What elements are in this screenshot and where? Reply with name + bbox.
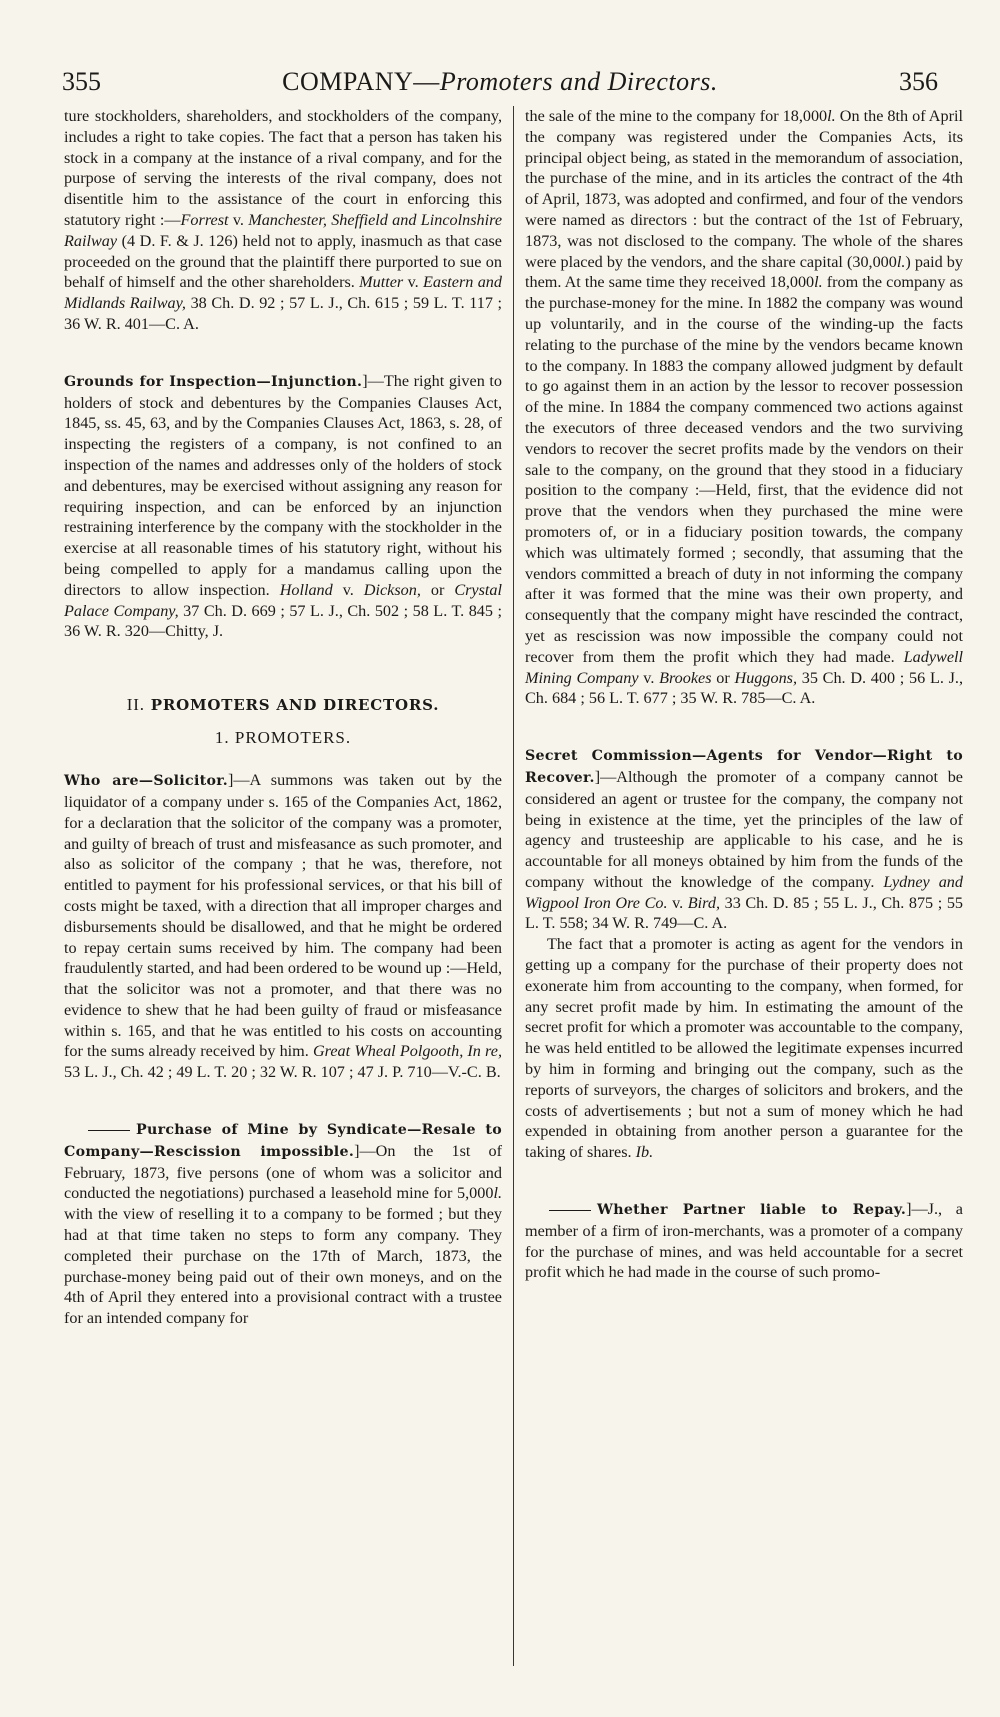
entry-dash (88, 1130, 130, 1131)
entry-heading: Secret Commission—Agents for Vendor—Right to Recover. (525, 748, 963, 786)
subsection-title: 1. PROMOTERS. (214, 728, 352, 748)
left-page-number: 355 (62, 67, 101, 96)
paragraph: ture stockholders, shareholders, and stockholders of the company, includes a right to take copies. The fact that a person has taken his stock in a company at the instance of a rival company, and for the purpose of serving the interests of the rival company, does not disentitle him to the assistance of the court in enforcing this statutory right :—Forrest v. Manchester, Sheffield and Lincolnshire Railway (4 D. F. & J. 126) held not to apply, inasmuch as that case proceeded on the ground that the plaintiff there purported to sue on behalf of himself and the other shareholders. Mutter v. Eastern and Midlands Railway, 38 Ch. D. 92 ; 57 L. J., Ch. 615 ; 59 L. T. 117 ; 36 W. R. 401—C. A. (64, 107, 503, 333)
entry-heading: Purchase of Mine by Syndicate—Resale to Company—Rescission impossible. (64, 1122, 502, 1160)
title-main: COMPANY— (282, 67, 440, 96)
section-title: II. PROMOTERS AND DIRECTORS. (126, 695, 440, 715)
entry-heading: Who are—Solicitor. (64, 773, 228, 790)
paragraph: Secret Commission—Agents for Vendor—Right to Recover.]—Although the promoter of a company cannot be considered an agent or trustee for the company, the company not being in existence at the time, yet the principles of the law of agency and trusteeship are applicable to his case, and he is accountable for all moneys obtained by him from the funds of the company without the knowledge of the company. Lydney and Wigpool Iron Ore Co. v. Bird, 33 Ch. D. 85 ; 55 L. J., Ch. 875 ; 55 L. T. 558; 34 W. R. 749—C. A. (525, 748, 964, 933)
entry-heading: Grounds for Inspection—Injunction. (64, 373, 363, 390)
paragraph: Grounds for Inspection—Injunction.]—The right given to holders of stock and debentures by the Companies Clauses Act, 1845, ss. 45, 63, and by the Companies Clauses Act, 1863, s. 28, of inspecting the registers of a company, is not confined to an inspection of the names and addresses only of the holders of stock and debentures, may be exercised without assigning any reason for requiring inspection, and can be enforced by an injunction restraining interference by the company with the stockholder in the exercise at all reasonable times of his statutory right, without his being compelled to apply for a mandamus calling upon the directors to allow inspection. Holland v. Dickson, or Crystal Palace Company, 37 Ch. D. 669 ; 57 L. J., Ch. 502 ; 58 L. T. 845 ; 36 W. R. 320—Chitty, J. (64, 371, 502, 641)
paragraph: The fact that a promoter is acting as agent for the vendors in getting up a company for the purchase of their property does not exonerate him from accounting to the company, when formed, for any secret profit made by him. In estimating the amount of the secret profit for which a promoter was accountable to the company, he was held entitled to be allowed the legitimate expenses incurred by him in forming and bringing out the company, such as the reports of surveyors, the charges of solicitors and brokers, and the costs of advertisements ; but not a sum of money which he had expended in obtaining from another person a guarantee for the taking of shares. Ib. (525, 935, 963, 1162)
paragraph: Purchase of Mine by Syndicate—Resale to Company—Rescission impossible.]—On the 1st of February, 1873, five persons (one of whom was a solicitor and conducted the negotiations) purchased a leasehold mine for 5,000l. with the view of reselling it to a company to be formed ; but they had at that time taken no steps to form any company. They completed their purchase on the 17th of March, 1873, the purchase-money being paid out of their own moneys, and on the 4th of April they entered into a provisional contract with a trustee for an intended company for (64, 1122, 502, 1328)
paragraph: Who are—Solicitor.]—A summons was taken out by the liquidator of a company under s. 165 of the Companies Act, 1862, for a declaration that the solicitor of the company was a promoter, and guilty of breach of trust and misfeasance as such promoter, and also as solicitor of the company ; that he was, therefore, not entitled to payment for his professional services, or that his bill of costs might be taxed, with a direction that all improper charges and disbursements should be disallowed, and that he might be ordered to repay certain sums received by him. The company had been fraudulently started, and had been ordered to be wound up :—Held, that the solicitor was not a promoter, and that there was no evidence to shew that he had been guilty of fraud or misfeasance within s. 165, and that he was entitled to his costs on accounting for the sums already received by him. Great Wheal Polgooth, In re, 53 L. J., Ch. 42 ; 49 L. T. 20 ; 32 W. R. 107 ; 47 J. P. 710—V.-C. B. (64, 771, 502, 1082)
right-column (525, 106, 963, 1283)
left-column (64, 106, 502, 1329)
column-divider (513, 106, 514, 1666)
entry-dash (549, 1210, 591, 1211)
title-sub: Promoters and Directors. (439, 67, 718, 96)
paragraph: Whether Partner liable to Repay.]—J., a member of a firm of iron-merchants, was a promoter of a company for the purchase of mines, and was held accountable for a secret profit which he had made in the course of such promo- (525, 1200, 963, 1282)
running-head (62, 62, 938, 102)
paragraph: the sale of the mine to the company for 18,000l. On the 8th of April the company was registered under the Companies Acts, its principal object being, as stated in the memorandum of association, the purchase of the mine, and in its articles the contract of the 4th of April, 1873, was adopted and confirmed, and four of the vendors were named as directors : but the contract of the 1st of February, 1873, was not disclosed to the company. The whole of the shares were placed by the vendors, and the share capital (30,000l.) paid by them. At the same time they received 18,000l. from the company as the purchase-money for the mine. In 1882 the company was wound up voluntarily, and in the course of the winding-up the facts relating to the purchase of the mine by the vendors became known to the company. In 1883 the company allowed judgment by default to go against them in an action by the lessor to recover possession of the mine. In 1884 the company commenced two actions against the executors of three deceased vendors and the two surviving vendors to recover the secret profits made by the vendors on their sale to the company, on the ground that they stood in a fiduciary position to the company :—Held, first, that the evidence did not prove that the vendors when they purchased the mine were promoters of, or in a fiduciary position towards, the company which was ultimately formed ; secondly, that assuming that the vendors committed a breach of duty in not informing the company after it was formed that the mine was their own property, and consequently that the company might have rescinded the contract, yet as rescission was now impossible the company could not recover from them the profit which they had made. Ladywell Mining Company v. Brookes or Huggons, 35 Ch. D. 400 ; 56 L. J., Ch. 684 ; 56 L. T. 677 ; 35 W. R. 785—C. A. (525, 107, 964, 708)
page-title (62, 62, 938, 102)
entry-heading: Whether Partner liable to Repay. (597, 1202, 907, 1219)
right-page-number: 356 (899, 67, 938, 96)
